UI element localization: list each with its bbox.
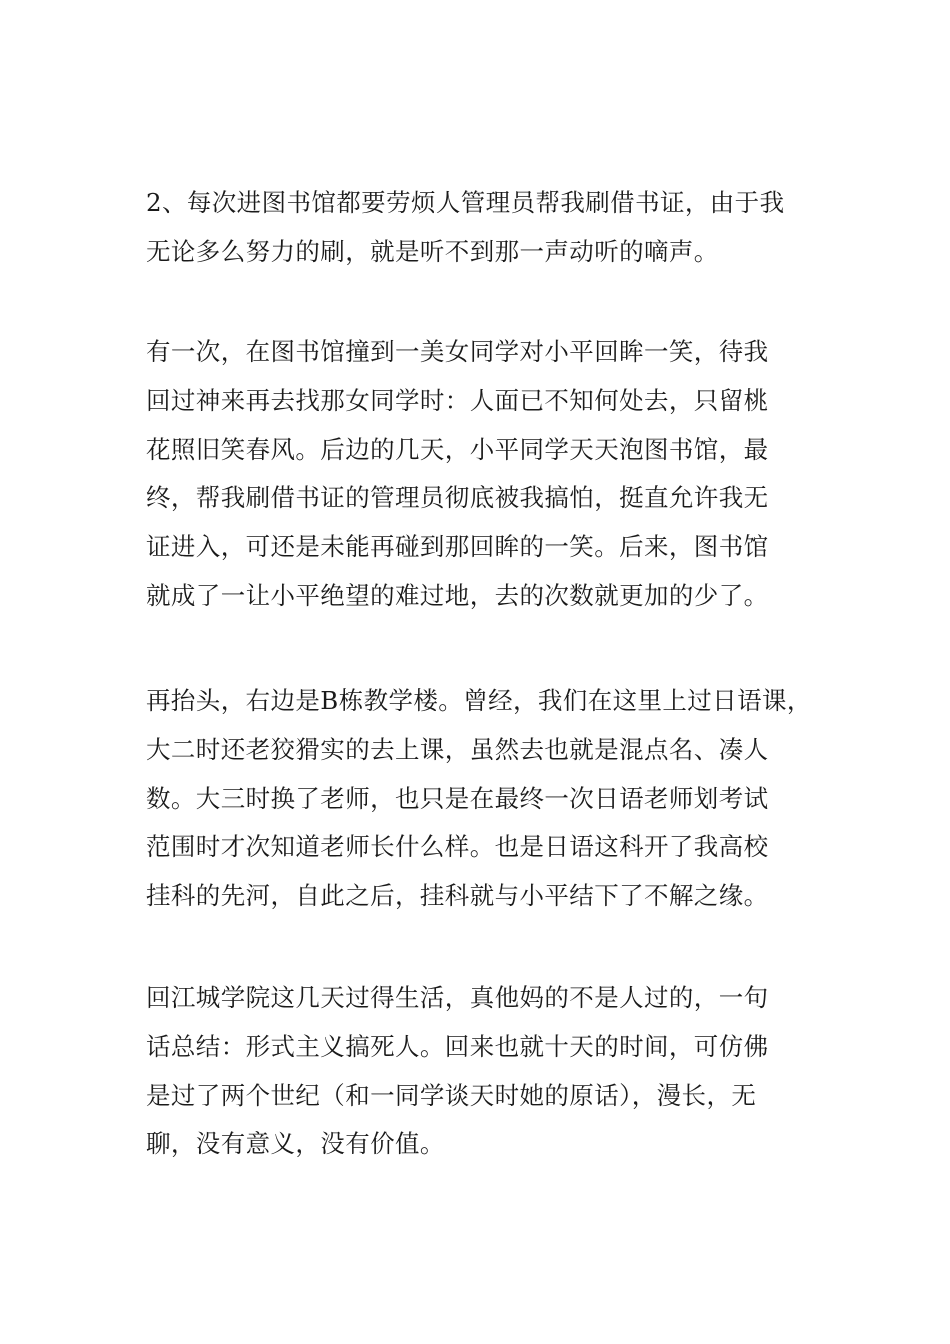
text-line: 就成了一让小平绝望的难过地，去的次数就更加的少了。 xyxy=(146,580,769,610)
text-line: 终，帮我刷借书证的管理员彻底被我搞怕，挺直允许我无 xyxy=(146,483,769,513)
paragraph-library-encounter xyxy=(146,328,811,621)
text-line: 话总结：形式主义搞死人。回来也就十天的时间，可仿佛 xyxy=(146,1031,769,1061)
text-line: 花照旧笑春风。后边的几天，小平同学天天泡图书馆，最 xyxy=(146,434,769,464)
text-line: 证进入，可还是未能再碰到那回眸的一笑。后来，图书馆 xyxy=(146,532,769,562)
text-line: 大二时还老狡猾实的去上课，虽然去也就是混点名、凑人 xyxy=(146,734,769,764)
text-line: 范围时才次知道老师长什么样。也是日语这科开了我高校 xyxy=(146,832,769,862)
text-line: 是过了两个世纪（和一同学谈天时她的原话），漫长，无 xyxy=(146,1080,757,1110)
text-line: 再抬头，右边是B栋教学楼。曾经，我们在这里上过日语课， xyxy=(146,686,812,715)
paragraph-teaching-building xyxy=(146,677,811,921)
text-line: 回过神来再去找那女同学时：人面已不知何处去，只留桃 xyxy=(146,385,769,415)
text-line: 数。大三时换了老师，也只是在最终一次日语老师划考试 xyxy=(146,783,769,813)
text-line: 回江城学院这几天过得生活，真他妈的不是人过的，一句 xyxy=(146,983,769,1012)
text-line: 聊，没有意义，没有价值。 xyxy=(146,1129,445,1159)
text-line: 有一次，在图书馆撞到一美女同学对小平回眸一笑，待我 xyxy=(146,337,769,366)
paragraph-library-card xyxy=(146,179,811,277)
text-line: 挂科的先河，自此之后，挂科就与小平结下了不解之缘。 xyxy=(146,881,769,911)
paragraph-return-to-college xyxy=(146,974,811,1169)
text-line: 无论多么努力的刷，就是听不到那一声动听的嘀声。 xyxy=(146,236,719,266)
text-line: 2、每次进图书馆都要劳烦人管理员帮我刷借书证，由于我 xyxy=(146,188,785,217)
